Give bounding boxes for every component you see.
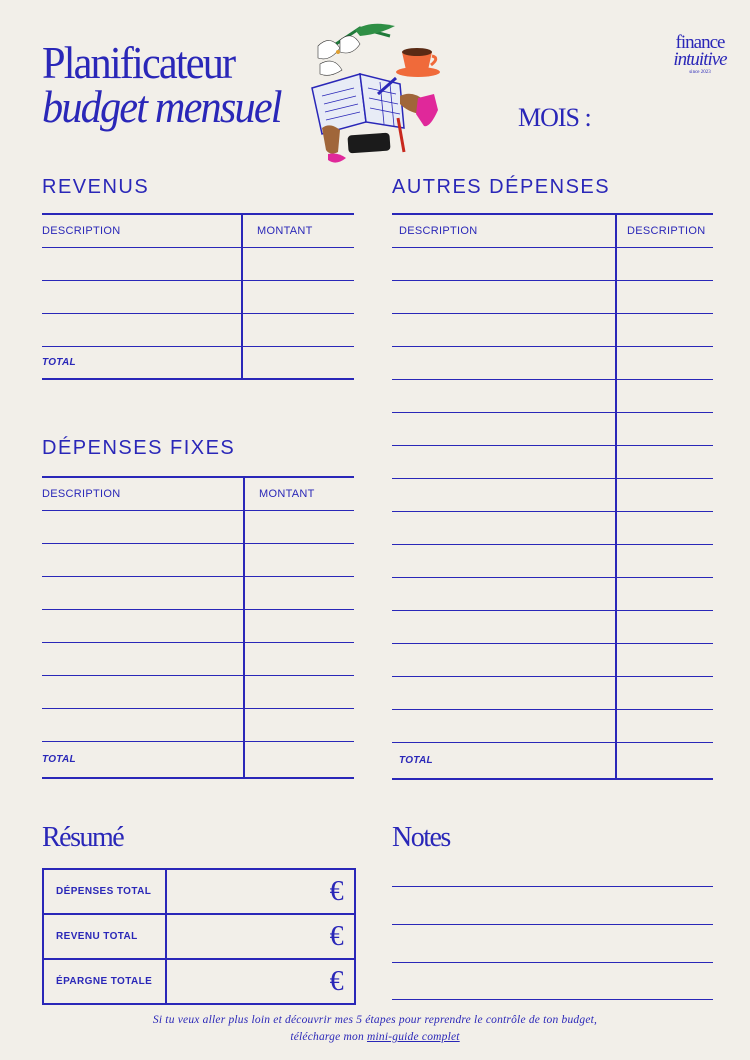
autres-depenses-heading: AUTRES DÉPENSES [392,176,611,198]
table-row [392,346,713,379]
euro-value-cell[interactable]: € [166,914,355,959]
col-header-description: DESCRIPTION [399,224,478,237]
brand-tagline: since 2023 [689,70,711,75]
description-cell[interactable] [392,247,616,280]
table-row [42,510,354,543]
resume-label: DÉPENSES TOTAL [43,869,166,914]
total-amount-cell[interactable] [242,346,354,379]
brand-name-line1: finance [675,32,725,53]
table-row [392,544,713,577]
total-label: TOTAL [42,754,76,766]
depenses-fixes-heading: DÉPENSES FIXES [42,437,236,459]
footer-text [0,1012,750,1046]
resume-row-depenses [43,869,355,914]
euro-value-cell[interactable]: € [166,959,355,1004]
revenus-heading: REVENUS [42,176,150,198]
amount-cell[interactable] [616,709,713,742]
amount-cell[interactable] [244,708,354,741]
depenses-fixes-table [42,476,354,779]
brand-logo [672,34,728,78]
table-row [42,642,354,675]
description-cell[interactable] [392,478,616,511]
footer-line2-prefix: télécharge mon [290,1031,367,1043]
description-cell[interactable] [42,609,244,642]
total-label: TOTAL [42,357,76,369]
description-cell[interactable] [392,346,616,379]
resume-label: ÉPARGNE TOTALE [43,959,166,1004]
description-cell[interactable] [42,708,244,741]
col-header-description: DESCRIPTION [42,487,121,500]
description-cell[interactable] [42,510,244,543]
amount-cell[interactable] [244,609,354,642]
description-cell[interactable] [392,511,616,544]
resume-table [42,868,356,1005]
table-row [392,313,713,346]
col-header-description-2: DESCRIPTION [627,224,706,237]
description-cell[interactable] [42,675,244,708]
table-row [42,576,354,609]
table-row [392,445,713,478]
notes-line[interactable] [392,999,713,1000]
table-row [42,543,354,576]
description-cell[interactable] [392,412,616,445]
amount-cell[interactable] [242,247,354,280]
description-cell[interactable] [392,643,616,676]
footer-line1: Si tu veux aller plus loin et découvrir mes 5 étapes pour reprendre le contrôle de ton budget, [152,1014,598,1026]
amount-cell[interactable] [616,247,713,280]
table-header-row [42,477,354,510]
table-row [42,675,354,708]
euro-value-cell[interactable]: € [166,869,355,914]
table-header-row [392,214,713,247]
description-cell[interactable] [392,280,616,313]
table-row [392,643,713,676]
notes-line[interactable] [392,924,713,925]
table-row [392,478,713,511]
total-row [392,742,713,779]
description-cell[interactable] [392,313,616,346]
amount-cell[interactable] [244,510,354,543]
left-hand-icon [322,125,340,153]
amount-cell[interactable] [616,544,713,577]
description-cell[interactable] [42,313,242,346]
description-cell[interactable] [392,676,616,709]
autres-depenses-table [392,213,713,780]
description-cell[interactable] [392,709,616,742]
resume-label: REVENU TOTAL [43,914,166,959]
description-cell[interactable] [392,445,616,478]
revenus-table [42,213,354,380]
table-row [42,609,354,642]
amount-cell[interactable] [616,511,713,544]
mini-guide-link[interactable]: mini-guide complet [366,1031,460,1043]
table-row [392,511,713,544]
description-cell[interactable] [392,544,616,577]
description-cell[interactable] [42,543,244,576]
description-cell[interactable] [392,577,616,610]
table-row [392,280,713,313]
coffee-cup-icon [396,48,440,77]
amount-cell[interactable] [616,346,713,379]
resume-row-revenu [43,914,355,959]
table-row [392,676,713,709]
description-cell[interactable] [392,379,616,412]
amount-cell[interactable] [616,445,713,478]
table-row [392,412,713,445]
notes-line[interactable] [392,962,713,963]
amount-cell[interactable] [242,280,354,313]
table-row [392,577,713,610]
table-row [392,379,713,412]
amount-cell[interactable] [244,642,354,675]
col-header-montant: MONTANT [257,224,313,237]
amount-cell[interactable] [244,675,354,708]
month-label: MOIS : [518,103,591,132]
amount-cell[interactable] [616,379,713,412]
amount-cell[interactable] [616,643,713,676]
table-row [392,247,713,280]
table-row [42,280,354,313]
col-header-montant: MONTANT [259,487,315,500]
phone-icon [347,133,390,154]
total-row [42,741,354,778]
page-title-line2: budget mensuel [42,81,281,132]
table-row [392,709,713,742]
page-title-line1: Planificateur [42,37,235,88]
notes-line[interactable] [392,886,713,887]
total-amount-cell[interactable] [616,742,713,779]
total-row [42,346,354,379]
amount-cell[interactable] [616,412,713,445]
journal-illustration [300,18,450,168]
amount-cell[interactable] [242,313,354,346]
description-cell[interactable] [42,280,242,313]
notes-heading: Notes [392,822,450,853]
table-row [42,247,354,280]
lily-flowers-icon [318,24,395,76]
table-header-row [42,214,354,247]
resume-heading: Résumé [42,822,124,853]
amount-cell[interactable] [616,280,713,313]
sleeve-icon [328,154,346,163]
table-row [42,708,354,741]
description-cell[interactable] [42,642,244,675]
total-label: TOTAL [399,755,433,767]
brand-name-line2: intuitive [673,49,727,70]
description-cell[interactable] [42,576,244,609]
total-amount-cell[interactable] [244,741,354,778]
amount-cell[interactable] [244,543,354,576]
col-header-description: DESCRIPTION [42,224,121,237]
amount-cell[interactable] [616,610,713,643]
description-cell[interactable] [42,247,242,280]
amount-cell[interactable] [616,577,713,610]
resume-row-epargne [43,959,355,1004]
amount-cell[interactable] [244,576,354,609]
table-row [392,610,713,643]
amount-cell[interactable] [616,478,713,511]
amount-cell[interactable] [616,313,713,346]
table-row [42,313,354,346]
description-cell[interactable] [392,610,616,643]
amount-cell[interactable] [616,676,713,709]
